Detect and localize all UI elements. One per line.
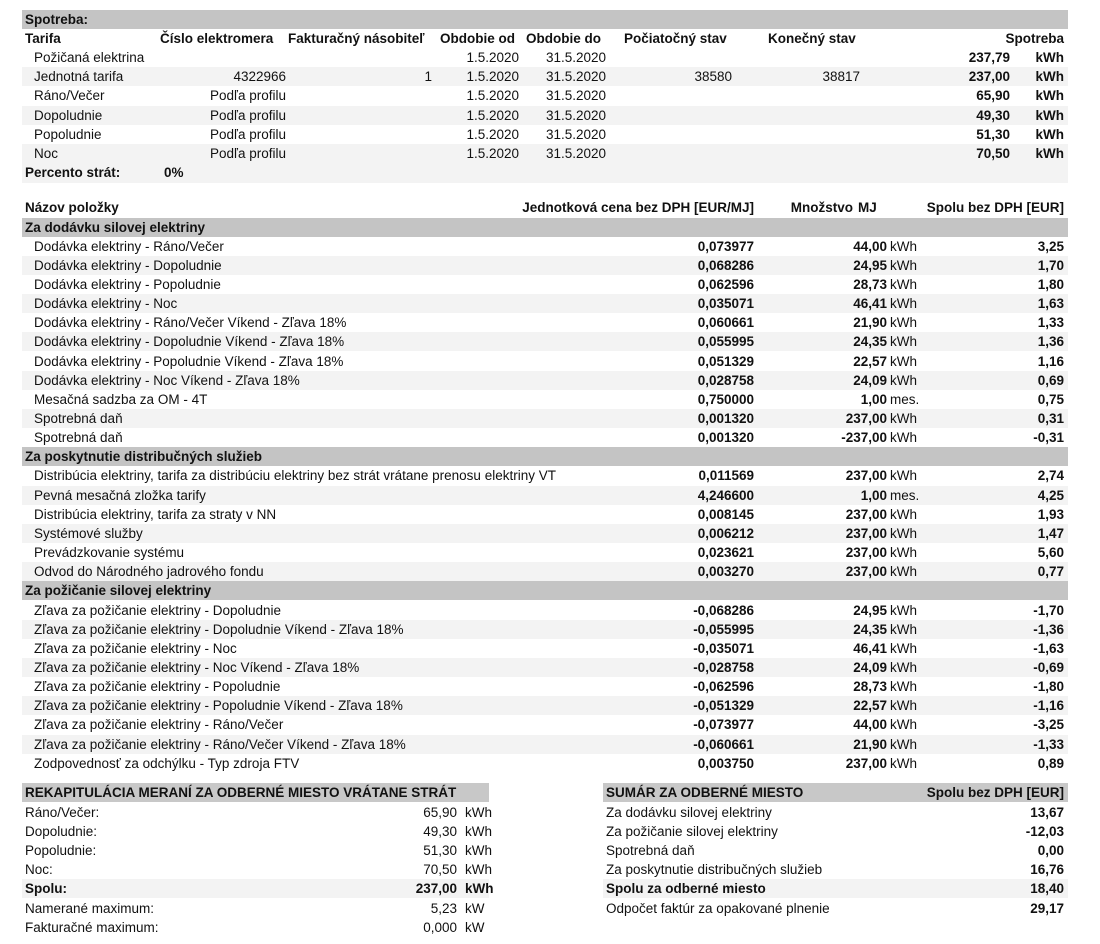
item-unit-price: 0,006212 [697, 525, 754, 541]
item-row [22, 256, 1068, 275]
item-name: Distribúcia elektriny, tarifa za distribúciu elektriny bez strát vrátane prenosu elektriny VT [34, 468, 556, 484]
item-unit: kWh [890, 621, 917, 637]
item-quantity: 24,95 [853, 602, 887, 618]
tariff-name: Dopoludnie [34, 107, 103, 123]
item-total: 3,25 [1037, 238, 1064, 254]
item-row [22, 428, 1068, 447]
summary-row [603, 822, 1068, 841]
summary-value: 16,76 [1030, 862, 1064, 878]
item-quantity: 28,73 [853, 679, 887, 695]
item-unit: kWh [890, 698, 917, 714]
item-unit-price: 0,055995 [697, 334, 754, 350]
summary-label: Spolu za odberné miesto [606, 881, 766, 897]
item-unit: kWh [890, 372, 917, 388]
item-name: Prevádzkovanie systému [34, 545, 185, 561]
item-unit: kWh [890, 430, 917, 446]
item-unit: kWh [890, 736, 917, 752]
recap-value: 5,23 [430, 900, 457, 916]
item-name: Dodávka elektriny - Noc Víkend - Zľava 18% [34, 372, 300, 388]
item-quantity: 1,00 [860, 487, 887, 503]
col-header-total: Spolu bez DPH [EUR] [926, 200, 1064, 215]
item-unit: kWh [890, 353, 917, 369]
item-total: -3,25 [1033, 717, 1064, 733]
item-unit: kWh [890, 296, 917, 312]
summary-value: 0,00 [1037, 842, 1064, 858]
usage-value: 49,30 [976, 107, 1010, 123]
item-unit-price: 0,023621 [697, 545, 754, 561]
item-unit: kWh [890, 468, 917, 484]
item-total: 1,47 [1037, 525, 1064, 541]
summary-label: Odpočet faktúr za opakované plnenie [606, 900, 830, 916]
item-name: Dodávka elektriny - Dopoludnie [34, 257, 222, 273]
recap-label: Popoludnie: [25, 842, 97, 858]
usage-value: 237,00 [968, 69, 1010, 85]
summary-row [603, 879, 1068, 898]
summary-row [603, 841, 1068, 860]
summary-label: Spotrebná daň [606, 842, 695, 858]
item-total: 0,69 [1037, 372, 1064, 388]
tariff-name: Ráno/Večer [34, 88, 105, 104]
summary-label: Za poskytnutie distribučných služieb [606, 862, 823, 878]
col-header-quantity: Množstvo [790, 200, 853, 215]
item-quantity: 237,00 [845, 525, 887, 541]
item-name: Dodávka elektriny - Popoludnie [34, 276, 221, 292]
item-row [22, 620, 1068, 639]
item-unit-price: -0,062596 [693, 679, 754, 695]
recap-value: 70,50 [423, 862, 457, 878]
usage-unit: kWh [1035, 107, 1064, 123]
item-unit-price: 0,003270 [697, 564, 754, 580]
item-unit: kWh [890, 545, 917, 561]
item-row [22, 715, 1068, 734]
recap-unit: kWh [465, 823, 492, 839]
item-row [22, 409, 1068, 428]
item-name: Zľava za požičanie elektriny - Popoludnie [34, 679, 281, 695]
item-quantity: 21,90 [853, 736, 887, 752]
item-total: 0,89 [1037, 755, 1064, 771]
recap-row [22, 822, 492, 841]
item-total: -1,70 [1033, 602, 1064, 618]
item-unit: kWh [890, 257, 917, 273]
consumption-title-band [22, 10, 1068, 29]
item-unit-price: 0,062596 [697, 276, 754, 292]
period-from: 1.5.2020 [466, 88, 519, 104]
section-band [22, 447, 1068, 466]
item-unit-price: -0,055995 [693, 621, 754, 637]
item-total: -0,69 [1033, 659, 1064, 675]
item-unit-price: 0,051329 [697, 353, 754, 369]
item-unit-price: 0,068286 [697, 257, 754, 273]
item-total: 0,75 [1037, 391, 1064, 407]
item-name: Zľava za požičanie elektriny - Noc [34, 640, 237, 656]
item-name: Zľava za požičanie elektriny - Ráno/Večer Víkend - Zľava 18% [34, 736, 406, 752]
col-header-meter: Číslo elektromera [160, 31, 274, 46]
item-unit: kWh [890, 238, 917, 254]
item-name: Dodávka elektriny - Popoludnie Víkend - Zľava 18% [34, 353, 344, 369]
item-quantity: 24,35 [853, 621, 887, 637]
item-unit-price: 0,011569 [698, 468, 754, 484]
item-total: -1,36 [1033, 621, 1064, 637]
summary-value: 29,17 [1030, 900, 1064, 916]
item-unit-price: -0,073977 [693, 717, 754, 733]
period-from: 1.5.2020 [466, 146, 519, 161]
item-row [22, 601, 1068, 620]
section-title: Za poskytnutie distribučných služieb [25, 449, 263, 465]
item-row [22, 524, 1068, 543]
item-unit: kWh [890, 659, 917, 675]
col-header-from: Obdobie od [440, 31, 515, 46]
item-row [22, 294, 1068, 313]
recap-row [22, 899, 489, 918]
consumption-title: Spotreba: [25, 12, 89, 27]
item-row [22, 696, 1068, 715]
item-total: 2,74 [1037, 468, 1064, 484]
item-quantity: 22,57 [853, 698, 887, 714]
summary-value: -12,03 [1025, 823, 1064, 839]
item-unit: kWh [890, 755, 917, 771]
item-total: 4,25 [1037, 487, 1064, 503]
item-row [22, 543, 1068, 562]
col-header-usage: Spotreba [1005, 31, 1064, 46]
period-from: 1.5.2020 [466, 107, 519, 123]
item-unit: kWh [890, 564, 917, 580]
summary-title-band [603, 783, 1068, 802]
item-quantity: 44,00 [853, 717, 887, 733]
period-to: 31.5.2020 [545, 50, 606, 65]
loss-percent-label: Percento strát: [25, 165, 121, 181]
item-unit: kWh [890, 525, 917, 541]
summary-value: 18,40 [1030, 881, 1064, 897]
item-unit-price: -0,051329 [693, 698, 754, 714]
tariff-name: Popoludnie [34, 126, 102, 142]
items-header-row [22, 198, 1068, 217]
item-name: Zľava za požičanie elektriny - Dopoludnie Víkend - Zľava 18% [34, 621, 404, 637]
item-row [22, 237, 1068, 256]
period-to: 31.5.2020 [545, 126, 606, 142]
item-quantity: 237,00 [845, 755, 887, 771]
consumption-row [22, 86, 1068, 105]
item-total: -1,63 [1033, 640, 1064, 656]
item-total: -1,33 [1033, 736, 1064, 752]
item-unit-price: 0,008145 [697, 506, 754, 522]
item-total: 1,16 [1037, 353, 1064, 369]
period-to: 31.5.2020 [545, 146, 606, 161]
end-reading: 38817 [822, 69, 860, 85]
recap-label: Namerané maximum: [25, 900, 155, 916]
recap-label: Noc: [25, 862, 53, 878]
item-name: Zľava za požičanie elektriny - Popoludnie Víkend - Zľava 18% [34, 698, 403, 714]
item-quantity: 24,35 [853, 334, 887, 350]
summary-value: 13,67 [1030, 804, 1064, 820]
col-header-start: Počiatočný stav [624, 31, 727, 46]
recap-label: Spolu: [25, 881, 67, 897]
recap-value: 0,000 [423, 919, 457, 935]
item-unit: kWh [890, 717, 917, 733]
recap-label: Ráno/Večer: [25, 804, 100, 820]
col-header-multiplier: Fakturačný násobiteľ [288, 31, 425, 46]
item-name: Zľava za požičanie elektriny - Dopoludnie [34, 602, 282, 618]
billing-multiplier: 1 [424, 69, 432, 85]
item-unit-price: 0,028758 [697, 372, 754, 388]
summary-label: Za dodávku silovej elektriny [606, 804, 772, 820]
col-header-item-name: Názov položky [25, 200, 119, 215]
item-total: 0,31 [1037, 411, 1064, 426]
item-total: -1,16 [1033, 698, 1064, 714]
item-name: Spotrebná daň [34, 430, 123, 446]
item-unit-price: -0,028758 [693, 659, 754, 675]
item-unit: kWh [890, 602, 917, 618]
item-name: Mesačná sadzba za OM - 4T [34, 391, 208, 407]
period-from: 1.5.2020 [466, 50, 519, 65]
section-band [22, 581, 1068, 600]
item-row [22, 658, 1068, 677]
item-name: Zľava za požičanie elektriny - Noc Víkend - Zľava 18% [34, 659, 360, 675]
item-quantity: 22,57 [853, 353, 887, 369]
item-name: Distribúcia elektriny, tarifa za straty v NN [34, 506, 277, 522]
item-quantity: 237,00 [845, 545, 887, 561]
item-unit-price: 0,060661 [697, 315, 754, 331]
recap-unit: kW [465, 919, 485, 935]
item-quantity: 1,00 [860, 391, 887, 407]
meter-number: Podľa profilu [210, 126, 286, 142]
item-quantity: 44,00 [853, 238, 887, 254]
summary-row [603, 899, 1068, 918]
period-from: 1.5.2020 [466, 126, 519, 142]
item-unit: mes. [890, 391, 920, 407]
item-unit-price: 0,003750 [697, 755, 754, 771]
item-unit: kWh [890, 640, 917, 656]
item-unit-price: 0,073977 [697, 238, 754, 254]
consumption-row [22, 144, 1068, 163]
item-unit-price: 0,750000 [697, 391, 754, 407]
recap-label: Fakturačné maximum: [25, 919, 159, 935]
recap-unit: kWh [465, 862, 492, 878]
loss-percent-value: 0% [164, 165, 184, 181]
summary-row [603, 860, 1068, 879]
recap-row [22, 841, 492, 860]
item-row [22, 505, 1068, 524]
item-name: Spotrebná daň [34, 411, 123, 426]
item-quantity: 46,41 [853, 640, 887, 656]
item-row [22, 735, 1068, 754]
recap-unit: kWh [465, 842, 492, 858]
item-total: 1,63 [1037, 296, 1064, 312]
recap-row [22, 918, 489, 937]
usage-unit: kWh [1035, 88, 1064, 104]
item-row [22, 466, 1068, 485]
item-quantity: 237,00 [845, 468, 887, 484]
item-total: 1,80 [1037, 276, 1064, 292]
period-to: 31.5.2020 [545, 88, 606, 104]
usage-unit: kWh [1035, 69, 1064, 85]
item-total: 1,33 [1037, 315, 1064, 331]
recap-value: 51,30 [423, 842, 457, 858]
item-name: Pevná mesačná zložka tarify [34, 487, 206, 503]
meter-number: Podľa profilu [210, 88, 286, 104]
period-from: 1.5.2020 [466, 69, 519, 85]
usage-value: 51,30 [976, 126, 1010, 142]
col-header-unit: MJ [858, 200, 877, 215]
item-total: 1,93 [1037, 506, 1064, 522]
item-name: Dodávka elektriny - Ráno/Večer [34, 238, 224, 254]
consumption-row [22, 67, 1068, 86]
item-total: -1,80 [1033, 679, 1064, 695]
item-name: Zľava za požičanie elektriny - Ráno/Večer [34, 717, 284, 733]
item-unit-price: -0,035071 [693, 640, 754, 656]
item-quantity: 24,09 [853, 372, 887, 388]
usage-unit: kWh [1035, 126, 1064, 142]
consumption-row [22, 48, 1068, 67]
recap-label: Dopoludnie: [25, 823, 98, 839]
meter-number: 4322966 [233, 69, 286, 85]
recap-unit: kWh [465, 881, 494, 897]
consumption-row [22, 106, 1068, 125]
section-title: Za požičanie silovej elektriny [25, 583, 212, 599]
item-unit: mes. [890, 487, 920, 503]
item-name: Odvod do Národného jadrového fondu [34, 564, 264, 580]
item-unit-price: -0,060661 [693, 736, 754, 752]
col-header-tariff: Tarifa [25, 31, 61, 46]
item-quantity: 237,00 [845, 506, 887, 522]
item-unit: kWh [890, 679, 917, 695]
item-quantity: 24,09 [853, 659, 887, 675]
item-name: Dodávka elektriny - Ráno/Večer Víkend - Zľava 18% [34, 315, 347, 331]
recap-value: 65,90 [423, 804, 457, 820]
item-total: 0,77 [1037, 564, 1064, 580]
recap-title: REKAPITULÁCIA MERANÍ ZA ODBERNÉ MIESTO VRÁTANE STRÁT [25, 785, 457, 800]
col-header-to: Obdobie do [526, 31, 601, 46]
summary-title: SUMÁR ZA ODBERNÉ MIESTO [606, 785, 804, 800]
usage-value: 65,90 [976, 88, 1010, 104]
item-row [22, 332, 1068, 351]
summary-row [603, 803, 1068, 822]
tariff-name: Noc [34, 146, 59, 161]
item-unit: kWh [890, 411, 917, 426]
usage-value: 70,50 [976, 146, 1010, 161]
item-name: Systémové služby [34, 525, 143, 541]
item-quantity: 21,90 [853, 315, 887, 331]
usage-value: 237,79 [968, 50, 1010, 65]
recap-row [22, 803, 492, 822]
item-unit: kWh [890, 506, 917, 522]
item-unit-price: -0,068286 [693, 602, 754, 618]
item-unit-price: 0,001320 [697, 430, 754, 446]
item-name: Dodávka elektriny - Dopoludnie Víkend - Zľava 18% [34, 334, 345, 350]
item-row [22, 371, 1068, 390]
item-quantity: 28,73 [853, 276, 887, 292]
start-reading: 38580 [694, 69, 732, 85]
item-quantity: -237,00 [841, 430, 887, 446]
tariff-name: Jednotná tarifa [34, 69, 124, 85]
summary-label: Za požičanie silovej elektriny [606, 823, 778, 839]
item-unit-price: 0,001320 [697, 411, 754, 426]
item-total: 5,60 [1037, 545, 1064, 561]
item-quantity: 46,41 [853, 296, 887, 312]
consumption-header-row [22, 29, 1068, 48]
section-band [22, 218, 1068, 237]
tariff-name: Požičaná elektrina [34, 50, 145, 65]
item-row [22, 390, 1068, 409]
summary-total-header: Spolu bez DPH [EUR] [926, 785, 1064, 800]
item-row [22, 562, 1068, 581]
item-row [22, 313, 1068, 332]
item-unit: kWh [890, 334, 917, 350]
recap-value: 49,30 [423, 823, 457, 839]
recap-unit: kWh [465, 804, 492, 820]
col-header-end: Konečný stav [768, 31, 856, 46]
item-name: Zodpovednosť za odchýlku - Typ zdroja FTV [34, 755, 300, 771]
item-unit-price: 0,035071 [697, 296, 754, 312]
item-unit: kWh [890, 315, 917, 331]
item-row [22, 352, 1068, 371]
item-row [22, 754, 1068, 773]
item-unit-price: 4,246600 [697, 487, 754, 503]
usage-unit: kWh [1035, 146, 1064, 161]
recap-row [22, 879, 494, 898]
consumption-row [22, 125, 1068, 144]
item-row [22, 677, 1068, 696]
item-total: 1,70 [1037, 257, 1064, 273]
item-unit: kWh [890, 276, 917, 292]
item-quantity: 24,95 [853, 257, 887, 273]
item-total: 1,36 [1037, 334, 1064, 350]
item-row [22, 275, 1068, 294]
col-header-unit-price: Jednotková cena bez DPH [EUR/MJ] [522, 200, 754, 215]
item-name: Dodávka elektriny - Noc [34, 296, 178, 312]
recap-unit: kW [465, 900, 485, 916]
item-quantity: 237,00 [845, 411, 887, 426]
item-row [22, 486, 1068, 505]
section-title: Za dodávku silovej elektriny [25, 219, 206, 235]
loss-percent-row [22, 163, 1068, 183]
meter-number: Podľa profilu [210, 146, 286, 161]
item-quantity: 237,00 [845, 564, 887, 580]
recap-value: 237,00 [415, 881, 457, 897]
item-row [22, 639, 1068, 658]
meter-number: Podľa profilu [210, 107, 286, 123]
recap-title-band [22, 783, 489, 802]
usage-unit: kWh [1035, 50, 1064, 65]
period-to: 31.5.2020 [545, 69, 606, 85]
item-total: -0,31 [1033, 430, 1064, 446]
period-to: 31.5.2020 [545, 107, 606, 123]
recap-row [22, 860, 492, 879]
